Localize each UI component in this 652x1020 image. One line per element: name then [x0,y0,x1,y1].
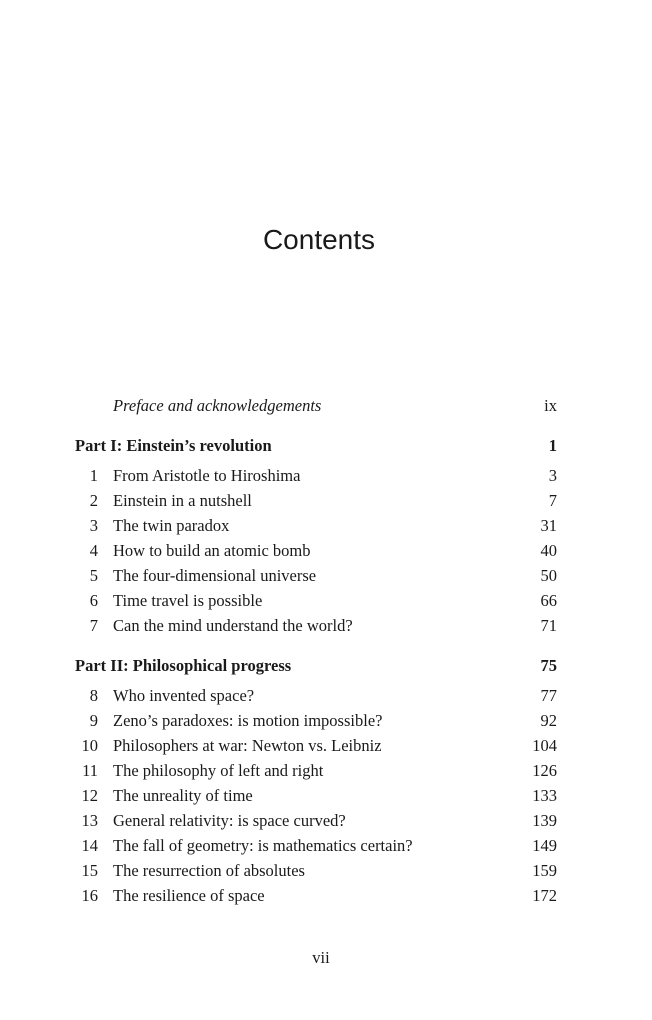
toc-chapter[interactable] [0,835,652,857]
chapter-title: General relativity: is space curved? [113,811,346,830]
chapter-page: 3 [548,466,557,485]
chapter-title: The twin paradox [113,516,230,535]
chapter-title: Einstein in a nutshell [113,491,252,510]
toc-chapter[interactable] [0,810,652,832]
toc-chapter[interactable] [0,710,652,732]
chapter-title: The resurrection of absolutes [113,861,305,880]
chapter-page: 159 [532,861,557,880]
chapter-page: 77 [540,686,557,705]
toc-chapter[interactable] [0,735,652,757]
chapter-page: 133 [532,786,557,805]
chapter-number: 6 [89,591,98,610]
toc-chapter[interactable] [0,860,652,882]
chapter-page: 149 [532,836,557,855]
chapter-title: The unreality of time [113,786,253,805]
chapter-title: Who invented space? [113,686,255,705]
chapter-number: 3 [89,516,98,535]
chapter-number: 13 [81,811,98,830]
toc-part-page: 75 [540,656,557,675]
toc-entry-page: ix [544,396,557,415]
chapter-page: 40 [540,541,557,560]
chapter-title: The philosophy of left and right [113,761,324,780]
toc-chapter[interactable] [0,685,652,707]
toc-chapter[interactable] [0,465,652,487]
toc-part-title: Part I: Einstein’s revolution [75,436,272,455]
toc-part-page: 1 [548,436,557,455]
chapter-number: 8 [89,686,98,705]
toc-part-2[interactable] [0,655,652,677]
toc-part-title: Part II: Philosophical progress [75,656,292,675]
toc-chapter[interactable] [0,490,652,512]
page-title: Contents [262,224,376,255]
chapter-number: 14 [81,836,98,855]
toc-chapter[interactable] [0,785,652,807]
chapter-title: The resilience of space [113,886,265,905]
chapter-number: 2 [89,491,98,510]
chapter-number: 12 [81,786,98,805]
chapter-page: 71 [540,616,557,635]
chapter-title: Zeno’s paradoxes: is motion impossible? [113,711,383,730]
toc-chapter[interactable] [0,885,652,907]
chapter-number: 15 [81,861,98,880]
chapter-page: 104 [532,736,557,755]
chapter-number: 4 [89,541,98,560]
chapter-number: 1 [89,466,98,485]
chapter-page: 92 [540,711,557,730]
chapter-title: Can the mind understand the world? [113,616,353,635]
chapter-number: 16 [81,886,98,905]
chapter-page: 31 [540,516,557,535]
chapter-title: The fall of geometry: is mathematics certain? [113,836,413,855]
chapter-title: How to build an atomic bomb [113,541,311,560]
chapter-number: 5 [89,566,98,585]
chapter-number: 10 [81,736,98,755]
chapter-page: 50 [540,566,557,585]
chapter-page: 139 [532,811,557,830]
chapter-title: The four-dimensional universe [113,566,317,585]
toc-part-1[interactable] [0,435,652,457]
toc-chapter[interactable] [0,615,652,637]
chapter-number: 11 [82,761,98,780]
toc-chapter[interactable] [0,515,652,537]
page-number: vii [312,948,330,967]
chapter-page: 66 [540,591,557,610]
toc-chapter[interactable] [0,540,652,562]
toc-chapter[interactable] [0,565,652,587]
chapter-title: From Aristotle to Hiroshima [113,466,301,485]
chapter-number: 7 [89,616,98,635]
chapter-page: 172 [532,886,557,905]
chapter-number: 9 [89,711,98,730]
chapter-page: 7 [548,491,557,510]
chapter-title: Time travel is possible [113,591,263,610]
toc-entry-title: Preface and acknowledgements [113,396,322,415]
toc-chapter[interactable] [0,760,652,782]
chapter-title: Philosophers at war: Newton vs. Leibniz [113,736,382,755]
toc-chapter[interactable] [0,590,652,612]
chapter-page: 126 [532,761,557,780]
toc-entry-preface[interactable] [0,395,652,417]
